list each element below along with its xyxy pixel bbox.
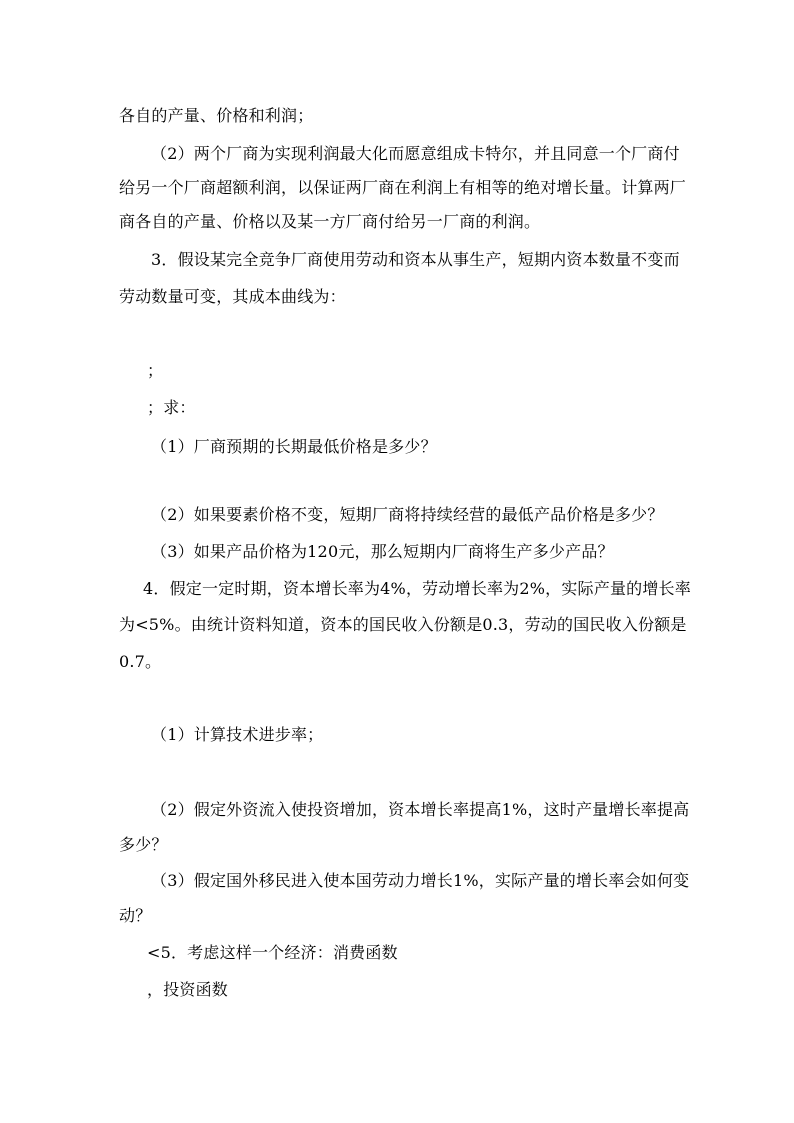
- text-line-14: 0.7。: [119, 652, 162, 671]
- text-line-12: 4．假定一定时期，资本增长率为4%，劳动增长率为2%，实际产量的增长率: [143, 579, 691, 598]
- text-line-2: （2）两个厂商为实现利润最大化而愿意组成卡特尔，并且同意一个厂商付: [151, 144, 680, 163]
- text-line-8: ；求：: [147, 398, 196, 417]
- text-line-4: 商各自的产量、价格以及某一方厂商付给另一厂商的利润。: [119, 212, 541, 231]
- text-line-13: 为<5%。由统计资料知道，资本的国民收入份额是0.3，劳动的国民收入份额是: [119, 615, 687, 634]
- text-line-10: （2）如果要素价格不变，短期厂商将持续经营的最低产品价格是多少？: [151, 505, 664, 524]
- text-line-9: （1）厂商预期的长期最低价格是多少？: [151, 437, 437, 456]
- text-line-5: 3．假设某完全竞争厂商使用劳动和资本从事生产，短期内资本数量不变而: [151, 250, 680, 269]
- text-line-6: 劳动数量可变，其成本曲线为：: [119, 287, 346, 306]
- text-line-21: ，投资函数: [147, 980, 229, 999]
- text-line-16: （2）假定外资流入使投资增加，资本增长率提高1%，这时产量增长率提高: [151, 800, 690, 819]
- text-line-11: （3）如果产品价格为120元，那么短期内厂商将生产多少产品？: [151, 542, 614, 561]
- text-line-17: 多少？: [119, 835, 168, 854]
- text-line-3: 给另一个厂商超额利润，以保证两厂商在利润上有相等的绝对增长量。计算两厂: [119, 178, 687, 197]
- text-line-1: 各自的产量、价格和利润；: [119, 106, 314, 125]
- text-line-15: （1）计算技术进步率；: [151, 725, 324, 744]
- text-line-19: 动？: [119, 906, 152, 925]
- text-line-7: ；: [147, 361, 164, 380]
- text-line-18: （3）假定国外移民进入使本国劳动力增长1%，实际产量的增长率会如何变: [151, 871, 690, 890]
- text-line-20: <5．考虑这样一个经济：消费函数: [147, 943, 398, 962]
